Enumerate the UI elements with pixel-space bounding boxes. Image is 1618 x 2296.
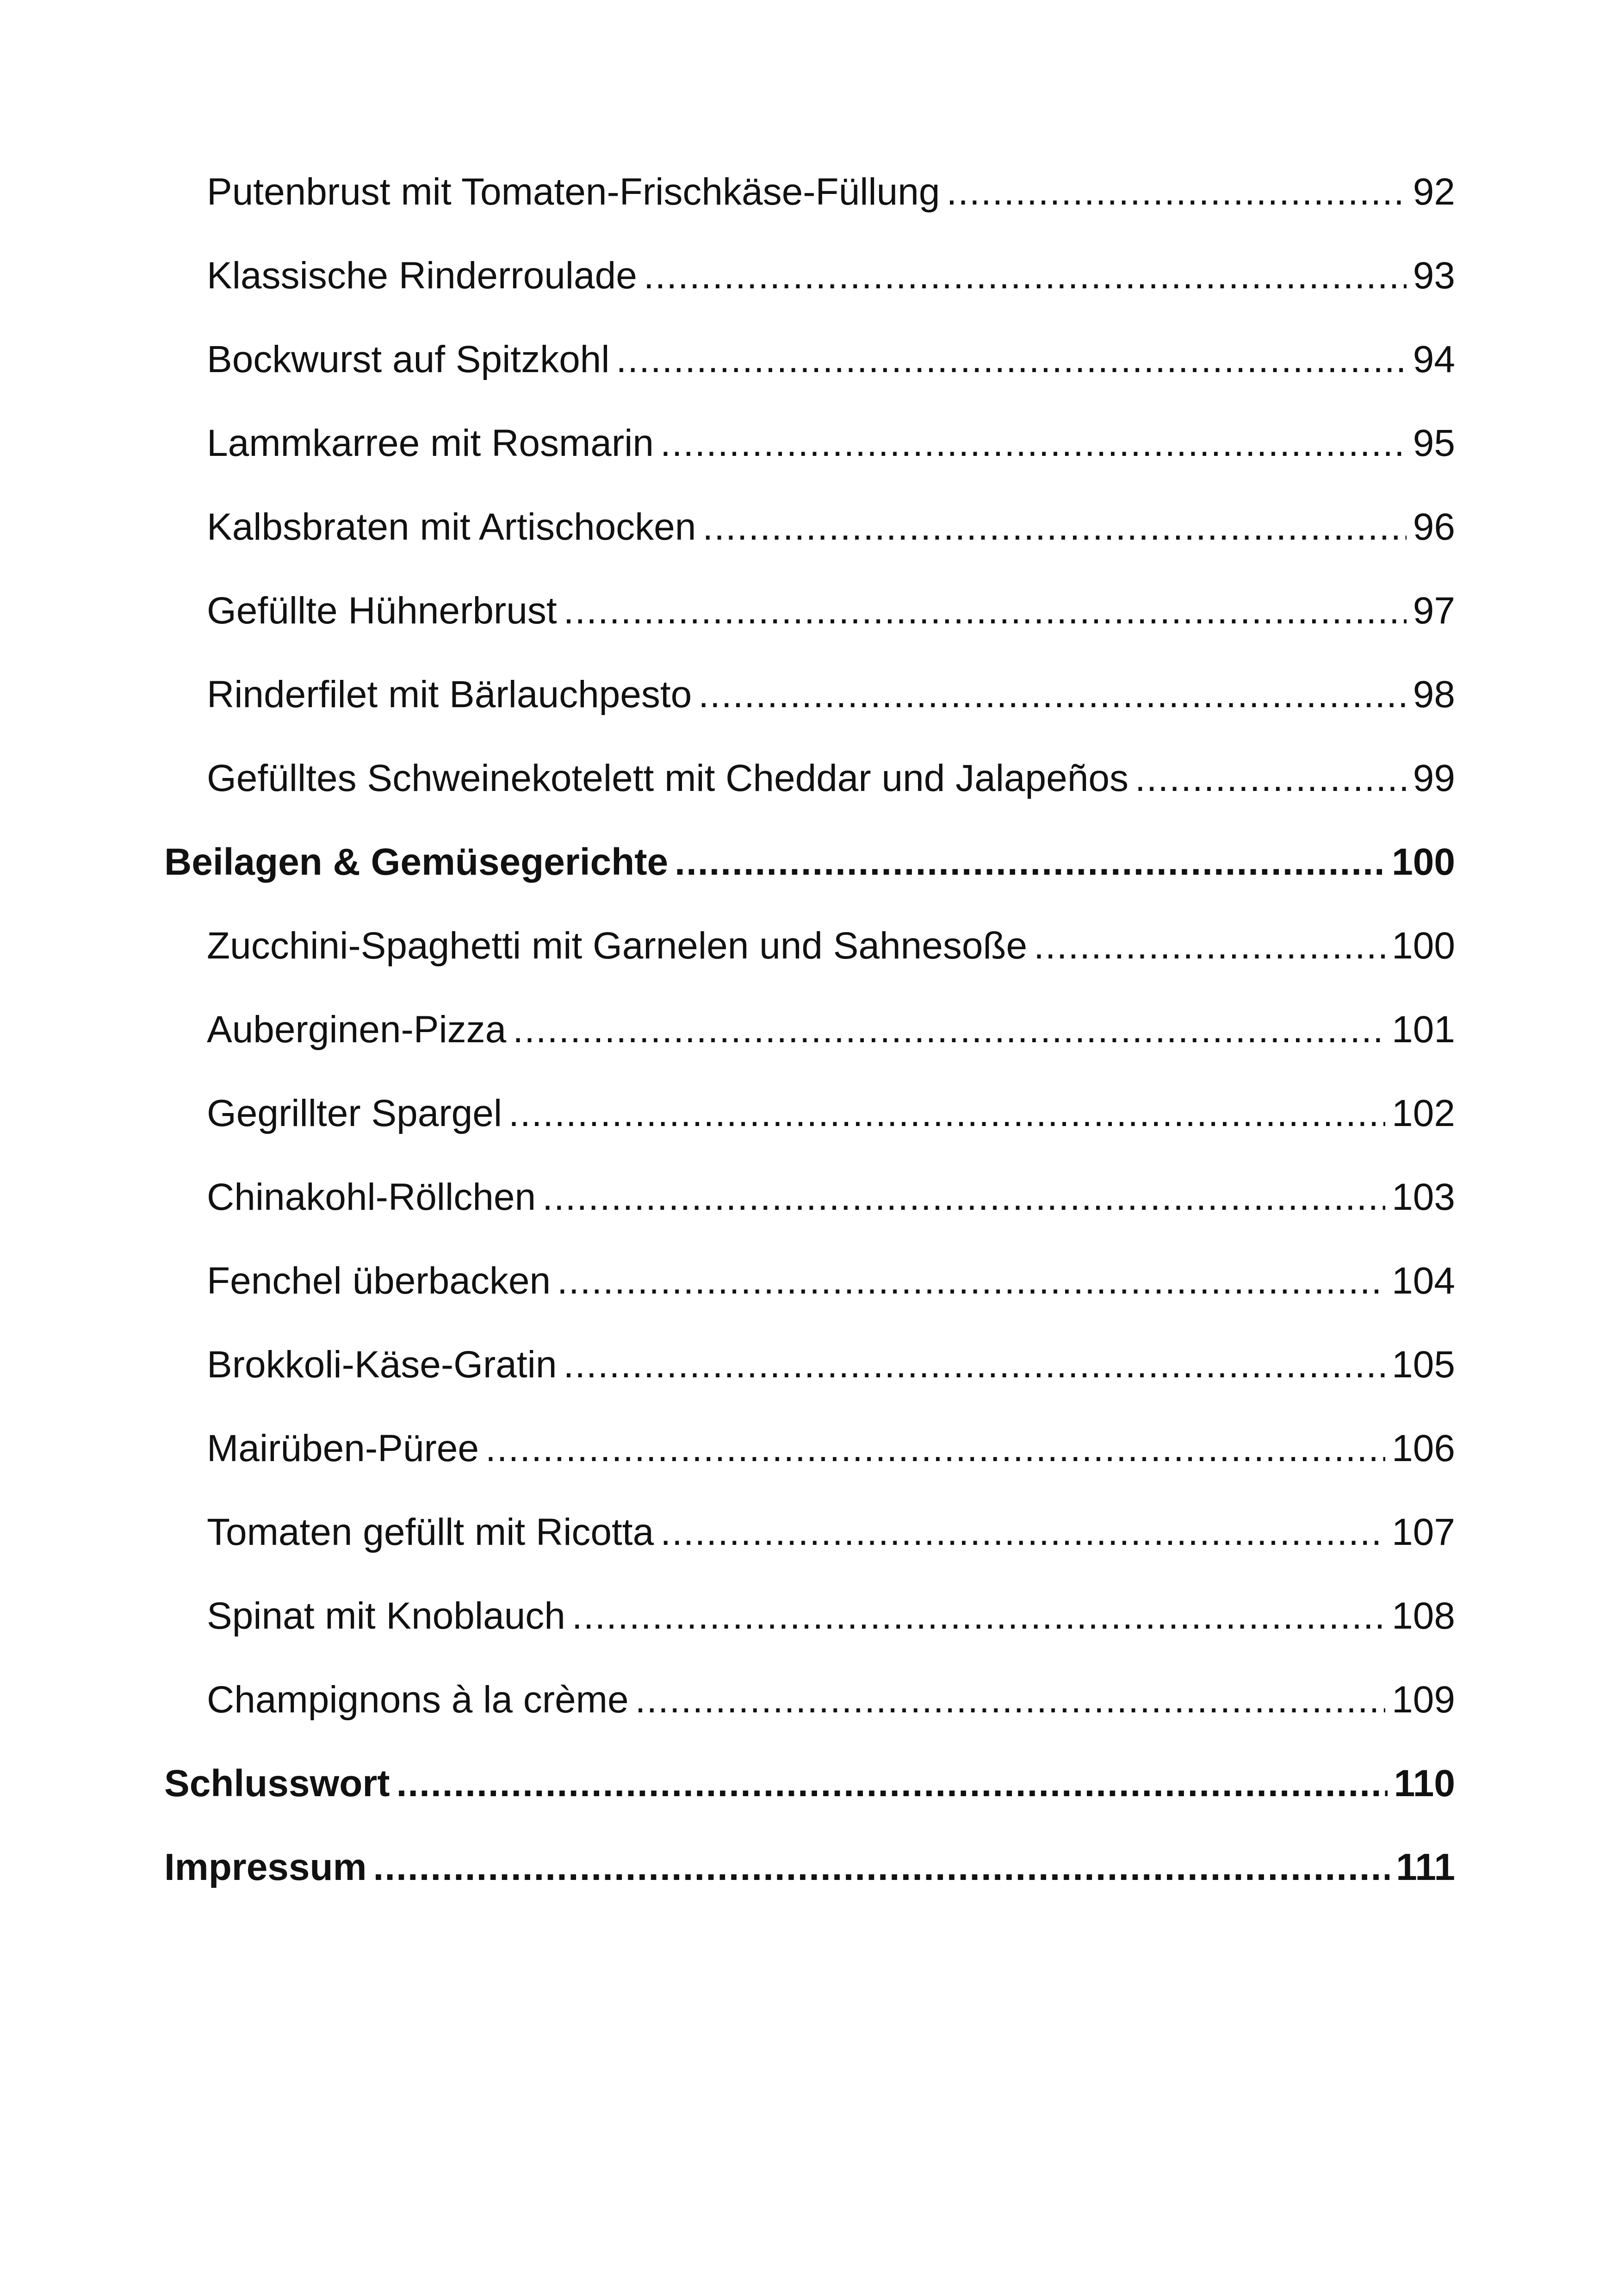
toc-entry[interactable] xyxy=(164,157,1455,241)
toc-dot-leader xyxy=(1034,911,1385,981)
toc-entry[interactable] xyxy=(164,1163,1455,1246)
toc-entry[interactable] xyxy=(164,325,1455,409)
toc-dot-leader xyxy=(572,1581,1385,1651)
toc-entry-page: 96 xyxy=(1413,506,1455,548)
toc-entry-title: Auberginen-Pizza xyxy=(207,1008,507,1051)
toc-entry[interactable] xyxy=(164,1665,1455,1749)
toc-entry-page: 109 xyxy=(1392,1679,1455,1721)
toc-dot-leader xyxy=(660,1498,1385,1567)
toc-entry-title: Bockwurst auf Spitzkohl xyxy=(207,338,610,380)
toc-entry[interactable] xyxy=(164,911,1455,995)
toc-entry-page: 105 xyxy=(1392,1344,1455,1386)
toc-entry-title: Tomaten gefüllt mit Ricotta xyxy=(207,1511,654,1553)
toc-dot-leader xyxy=(557,1246,1385,1316)
toc-entry[interactable] xyxy=(164,828,1455,911)
toc-dot-leader xyxy=(1135,744,1407,813)
toc-dot-leader xyxy=(702,492,1406,562)
toc-entry-title: Klassische Rinderroulade xyxy=(207,255,637,297)
toc-entry-title: Champignons à la crème xyxy=(207,1679,629,1721)
toc-entry-page: 108 xyxy=(1392,1595,1455,1637)
toc-entry-page: 93 xyxy=(1413,255,1455,297)
toc-entry[interactable] xyxy=(164,1498,1455,1581)
toc-dot-leader xyxy=(644,241,1407,311)
toc-entry[interactable] xyxy=(164,409,1455,492)
toc-entry[interactable] xyxy=(164,576,1455,660)
toc-entry-page: 100 xyxy=(1392,841,1455,883)
toc-entry-page: 102 xyxy=(1392,1092,1455,1134)
toc-entry-title: Rinderfilet mit Bärlauchpesto xyxy=(207,673,692,716)
toc-entry-page: 94 xyxy=(1413,338,1455,380)
toc-entry-title: Schlusswort xyxy=(164,1762,390,1804)
toc-entry-title: Brokkoli-Käse-Gratin xyxy=(207,1344,557,1386)
table-of-contents xyxy=(164,157,1455,1916)
toc-entry-page: 99 xyxy=(1413,757,1455,799)
toc-dot-leader xyxy=(397,1749,1388,1818)
toc-entry-title: Gegrillter Spargel xyxy=(207,1092,502,1134)
toc-dot-leader xyxy=(698,660,1407,729)
toc-dot-leader xyxy=(563,1330,1385,1400)
toc-entry[interactable] xyxy=(164,660,1455,744)
toc-entry[interactable] xyxy=(164,744,1455,828)
toc-entry[interactable] xyxy=(164,241,1455,325)
toc-dot-leader xyxy=(675,828,1385,897)
toc-dot-leader xyxy=(564,576,1407,646)
toc-entry-page: 97 xyxy=(1413,590,1455,632)
toc-entry-title: Putenbrust mit Tomaten-Frischkäse-Füllung xyxy=(207,171,940,213)
toc-entry-page: 110 xyxy=(1394,1762,1455,1804)
toc-entry-page: 100 xyxy=(1392,925,1455,967)
toc-entry-page: 111 xyxy=(1396,1846,1455,1888)
toc-dot-leader xyxy=(946,157,1406,227)
toc-entry-page: 98 xyxy=(1413,673,1455,716)
toc-entry-page: 92 xyxy=(1413,171,1455,213)
toc-entry-title: Spinat mit Knoblauch xyxy=(207,1595,565,1637)
toc-entry[interactable] xyxy=(164,1833,1455,1916)
toc-entry-title: Chinakohl-Röllchen xyxy=(207,1176,536,1218)
toc-entry-title: Gefülltes Schweinekotelett mit Cheddar und Jalapeños xyxy=(207,757,1128,799)
toc-dot-leader xyxy=(373,1833,1390,1902)
toc-entry-page: 106 xyxy=(1392,1427,1455,1469)
toc-entry-title: Zucchini-Spaghetti mit Garnelen und Sahnesoße xyxy=(207,925,1028,967)
toc-entry-title: Mairüben-Püree xyxy=(207,1427,479,1469)
toc-dot-leader xyxy=(660,409,1407,478)
toc-entry-page: 103 xyxy=(1392,1176,1455,1218)
toc-entry[interactable] xyxy=(164,995,1455,1079)
toc-entry-page: 95 xyxy=(1413,422,1455,464)
toc-entry-page: 101 xyxy=(1392,1008,1455,1051)
toc-entry[interactable] xyxy=(164,1330,1455,1414)
toc-dot-leader xyxy=(616,325,1407,394)
toc-dot-leader xyxy=(485,1414,1385,1483)
toc-entry[interactable] xyxy=(164,492,1455,576)
toc-entry-page: 107 xyxy=(1392,1511,1455,1553)
toc-entry[interactable] xyxy=(164,1749,1455,1833)
toc-dot-leader xyxy=(513,995,1385,1064)
toc-dot-leader xyxy=(635,1665,1386,1735)
toc-entry[interactable] xyxy=(164,1414,1455,1498)
toc-entry-page: 104 xyxy=(1392,1260,1455,1302)
toc-entry-title: Kalbsbraten mit Artischocken xyxy=(207,506,696,548)
toc-entry[interactable] xyxy=(164,1246,1455,1330)
toc-entry-title: Beilagen & Gemüsegerichte xyxy=(164,841,669,883)
toc-dot-leader xyxy=(542,1163,1385,1232)
toc-entry-title: Gefüllte Hühnerbrust xyxy=(207,590,557,632)
toc-entry[interactable] xyxy=(164,1581,1455,1665)
toc-entry[interactable] xyxy=(164,1079,1455,1163)
toc-entry-title: Fenchel überbacken xyxy=(207,1260,551,1302)
toc-dot-leader xyxy=(508,1079,1385,1148)
toc-entry-title: Lammkarree mit Rosmarin xyxy=(207,422,654,464)
toc-entry-title: Impressum xyxy=(164,1846,367,1888)
